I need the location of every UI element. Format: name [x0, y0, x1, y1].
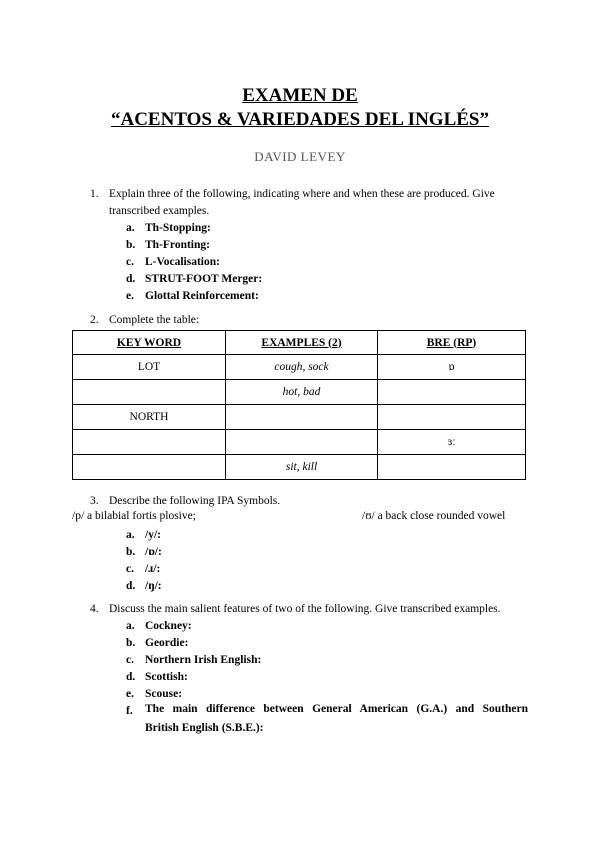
- item-label: Geordie:: [145, 637, 189, 649]
- item-label: /ɹ/:: [145, 563, 161, 575]
- column-header-keyword: KEY WORD: [73, 331, 226, 355]
- item-label: STRUT-FOOT Merger:: [145, 273, 263, 285]
- exam-title-line2: “ACENTOS & VARIEDADES DEL INGLÉS”: [110, 109, 489, 130]
- question-3-number: 3.: [90, 495, 99, 507]
- question-4-number: 4.: [90, 603, 99, 615]
- table-cell[interactable]: [73, 455, 226, 480]
- q4-item-f-line1: The main difference between General American (G.A.) and Southern: [145, 703, 528, 715]
- item-letter: c.: [126, 256, 134, 268]
- table-cell[interactable]: ɒ: [378, 355, 526, 380]
- table-cell[interactable]: sit, kill: [226, 455, 378, 480]
- question-1-text-line2: transcribed examples.: [109, 205, 210, 217]
- item-label: /ɒ/:: [145, 546, 162, 558]
- item-letter: e.: [126, 688, 134, 700]
- table-cell[interactable]: [73, 380, 226, 405]
- table-cell[interactable]: LOT: [73, 355, 226, 380]
- item-letter: b.: [126, 239, 136, 251]
- table-cell[interactable]: [378, 380, 526, 405]
- item-letter: a.: [126, 222, 135, 234]
- item-label: Scouse:: [145, 688, 183, 700]
- question-1-number: 1.: [90, 188, 99, 200]
- item-label: Northern Irish English:: [145, 654, 262, 666]
- item-label: Th-Stopping:: [145, 222, 211, 234]
- ipa-example-left: /p/ a bilabial fortis plosive;: [72, 510, 196, 522]
- vowel-table: [72, 330, 526, 480]
- table-cell[interactable]: cough, sock: [226, 355, 378, 380]
- item-letter: d.: [126, 273, 136, 285]
- table-row: [73, 405, 526, 430]
- question-2-number: 2.: [90, 314, 99, 326]
- item-letter: a.: [126, 620, 135, 632]
- table-cell[interactable]: [378, 405, 526, 430]
- item-letter: d.: [126, 580, 136, 592]
- question-1-text-line1: Explain three of the following, indicating where and when these are produced. Give: [109, 188, 495, 200]
- item-letter: c.: [126, 563, 134, 575]
- question-2-text: Complete the table:: [109, 314, 200, 326]
- item-label: Glottal Reinforcement:: [145, 290, 259, 302]
- table-cell[interactable]: ɜː: [378, 430, 526, 455]
- column-header-bre: BRE (RP): [378, 331, 526, 355]
- column-header-examples: EXAMPLES (2): [226, 331, 378, 355]
- item-label: /ŋ/:: [145, 580, 162, 592]
- question-3-text: Describe the following IPA Symbols.: [109, 495, 281, 507]
- table-cell[interactable]: hot, bad: [226, 380, 378, 405]
- question-4-text: Discuss the main salient features of two of the following. Give transcribed examples.: [109, 603, 501, 615]
- item-label: Th-Fronting:: [145, 239, 210, 251]
- table-cell[interactable]: NORTH: [73, 405, 226, 430]
- table-header-row: [73, 331, 526, 355]
- exam-title-line1: EXAMEN DE: [242, 85, 358, 106]
- table-row: [73, 430, 526, 455]
- table-cell[interactable]: [226, 405, 378, 430]
- item-label: Scottish:: [145, 671, 188, 683]
- table-row: [73, 355, 526, 380]
- item-label: L-Vocalisation:: [145, 256, 220, 268]
- item-letter: a.: [126, 529, 135, 541]
- item-letter: c.: [126, 654, 134, 666]
- table-cell[interactable]: [378, 455, 526, 480]
- ipa-example-right: /ʊ/ a back close rounded vowel: [362, 510, 506, 522]
- item-label: /y/:: [145, 529, 161, 541]
- q4-item-f-line2: British English (S.B.E.):: [145, 722, 264, 734]
- author-name: DAVID LEVEY: [254, 149, 346, 164]
- item-label: Cockney:: [145, 620, 192, 632]
- item-letter: e.: [126, 290, 134, 302]
- item-letter: b.: [126, 637, 136, 649]
- item-letter: b.: [126, 546, 136, 558]
- table-cell[interactable]: [226, 430, 378, 455]
- item-letter: f.: [126, 705, 133, 717]
- table-row: [73, 455, 526, 480]
- item-letter: d.: [126, 671, 136, 683]
- table-cell[interactable]: [73, 430, 226, 455]
- table-row: [73, 380, 526, 405]
